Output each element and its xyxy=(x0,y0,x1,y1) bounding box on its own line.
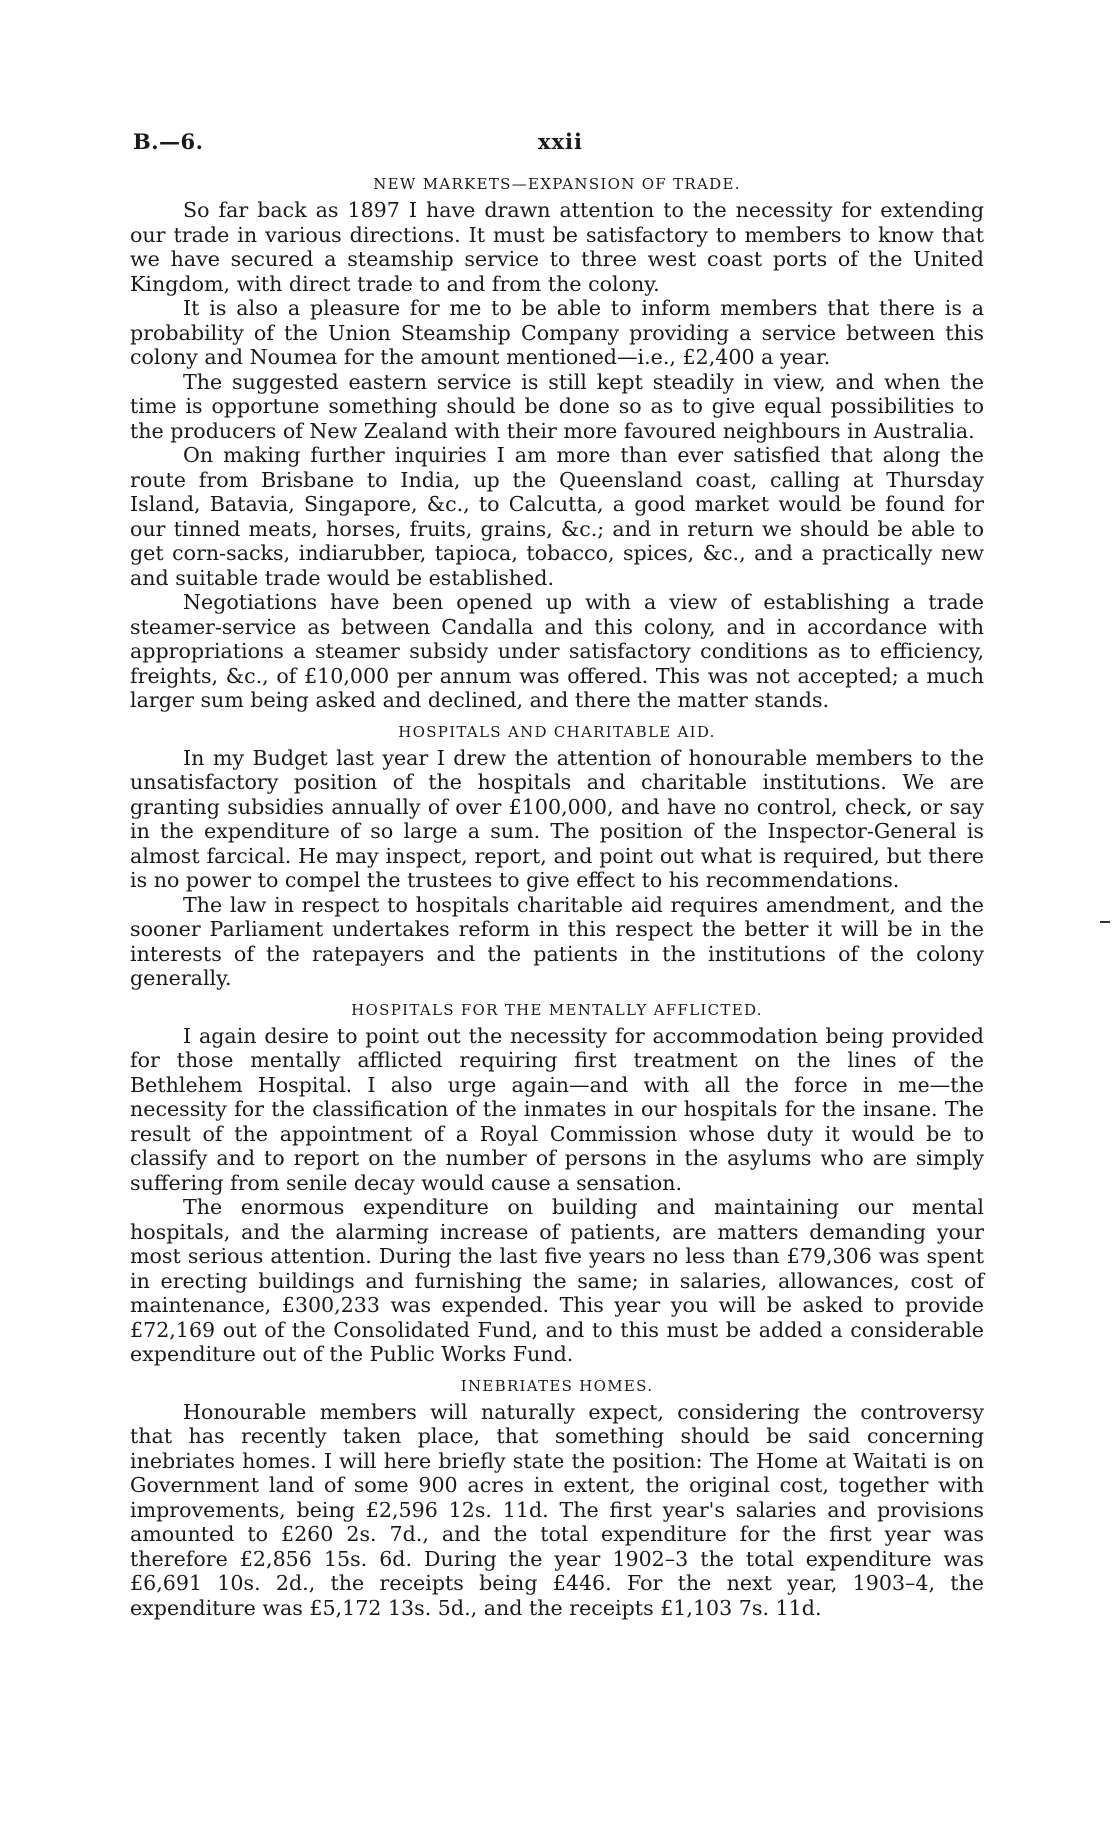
paragraph: In my Budget last year I drew the attention of honourable members to the unsatisfactory position of the hospitals and charitable institutions. We are granting subsidies annually of over £100,000, and have no control, check, or say in the expenditure of so large a sum. The position of the Inspector-General is almost farcical. He may inspect, report, and point out what is required, but there is no power to compel the trustees to give effect to his recommendations. xyxy=(130,745,984,892)
section-hospitals-charitable-aid xyxy=(130,721,984,991)
paragraph: Honourable members will naturally expect, considering the controversy that has recently taken place, that something should be said concerning inebriates homes. I will here briefly state the position: The Home at Waitati is on Government land of some 900 acres in extent, the original cost, together with improvements, being £2,596 12s. 11d. The first year's salaries and provisions amounted to £260 2s. 7d., and the total expenditure for the first year was therefore £2,856 15s. 6d. During the year 1902–3 the total expenditure was £6,691 10s. 2d., the receipts being £446. For the next year, 1903–4, the expenditure was £5,172 13s. 5d., and the receipts £1,103 7s. 11d. xyxy=(130,1399,984,1620)
paragraph: The enormous expenditure on building and maintaining our mental hospitals, and the alarming increase of patients, are matters demanding your most serious attention. During the last five years no less than £79,306 was spent in erecting buildings and furnishing the same; in salaries, allowances, cost of maintenance, £300,233 was expended. This year you will be asked to provide £72,169 out of the Consolidated Fund, and to this must be added a considerable expenditure out of the Public Works Fund. xyxy=(130,1195,984,1366)
section-heading: NEW MARKETS—EXPANSION OF TRADE. xyxy=(373,175,741,193)
paragraph: So far back as 1897 I have drawn attention to the necessity for extending our trade in various directions. It must be satisfactory to members to know that we have secured a steamship service to three west coast ports of the United Kingdom, with direct trade to and from the colony. xyxy=(130,198,984,296)
section-mentally-afflicted xyxy=(130,999,984,1367)
paragraph: It is also a pleasure for me to be able to inform members that there is a probability of the Union Steamship Company providing a service between this colony and Noumea for the amount mentioned—i.e., £2,400 a year. xyxy=(130,296,984,369)
section-heading: HOSPITALS FOR THE MENTALLY AFFLICTED. xyxy=(351,1000,763,1019)
section-heading: INEBRIATES HOMES. xyxy=(460,1376,654,1395)
section-heading: HOSPITALS AND CHARITABLE AID. xyxy=(398,722,716,741)
section-new-markets xyxy=(130,173,984,713)
paragraph: The suggested eastern service is still kept steadily in view, and when the time is opportune something should be done so as to give equal possibilities to the producers of New Zealand with their more favoured neighbours in Australia. xyxy=(130,369,984,443)
paragraph: Negotiations have been opened up with a view of establishing a trade steamer-service as between Candalla and this colony, and in accordance with appropriations a steamer subsidy under satisfactory conditions as to efficiency, freights, &c., of £10,000 per annum was offered. This was not accepted; a much larger sum being asked and declined, and there the matter stands. xyxy=(130,590,984,712)
document-reference: B.—6. xyxy=(133,129,204,154)
section-inebriates-homes xyxy=(130,1375,984,1621)
document-body xyxy=(130,173,984,1620)
margin-mark xyxy=(1100,921,1110,923)
page-number: xxii xyxy=(538,129,583,154)
paragraph: I again desire to point out the necessity for accommodation being provided for those mentally afflicted requiring first treatment on the lines of the Bethlehem Hospital. I also urge again—and with all the force in me—the necessity for the classification of the inmates in our hospitals for the insane. The result of the appointment of a Royal Commission whose duty it would be to classify and to report on the number of persons in the asylums who are simply suffering from senile decay would cause a sensation. xyxy=(130,1023,984,1195)
paragraph: The law in respect to hospitals charitable aid requires amendment, and the sooner Parliament undertakes reform in this respect the better it will be in the interests of the ratepayers and the patients in the institutions of the colony generally. xyxy=(130,892,984,990)
paragraph: On making further inquiries I am more than ever satisfied that along the route from Brisbane to India, up the Queensland coast, calling at Thursday Island, Batavia, Singapore, &c., to Calcutta, a good market would be found for our tinned meats, horses, fruits, grains, &c.; and in return we should be able to get corn-sacks, indiarubber, tapioca, tobacco, spices, &c., and a practically new and suitable trade would be established. xyxy=(130,443,984,590)
